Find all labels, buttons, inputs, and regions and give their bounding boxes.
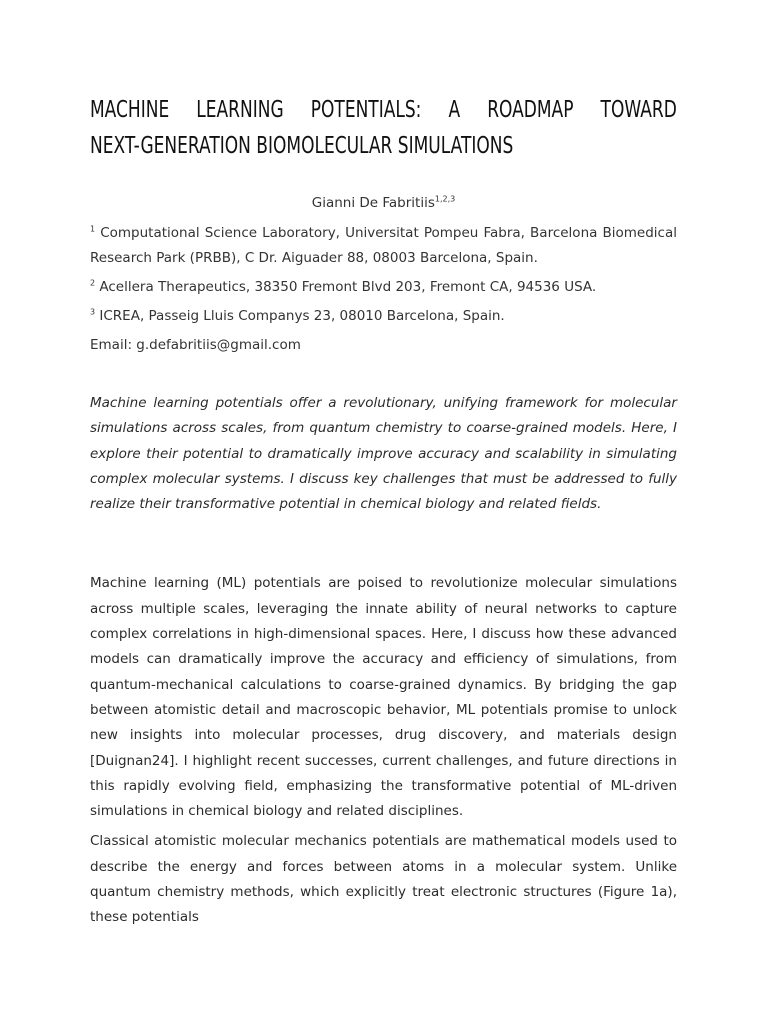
email-line: Email: g.defabritiis@gmail.com (90, 337, 301, 353)
affiliation-mark: 2 (90, 278, 96, 288)
affiliations (90, 221, 677, 358)
title-line-2: NEXT-GENERATION BIOMOLECULAR SIMULATIONS (90, 133, 514, 159)
abstract: Machine learning potentials offer a revolutionary, unifying framework for molecular simulations across scales, from quantum chemistry to coarse-grained models. Here, I explore their potential to dramatically improve accuracy and scalability in simulating complex molecular systems. I discuss key challenges that must be addressed to fully realize their transformative potential in chemical biology and related fields. (90, 395, 677, 513)
affiliation-text: Acellera Therapeutics, 38350 Fremont Blvd 203, Fremont CA, 94536 USA. (95, 279, 597, 295)
affiliation-mark: 3 (90, 307, 96, 317)
paper-page (90, 92, 677, 936)
body-text (90, 571, 677, 930)
affiliation-text: ICREA, Passeig Lluis Companys 23, 08010 Barcelona, Spain. (95, 308, 505, 324)
author-line (90, 194, 677, 212)
paragraph-2: Classical atomistic molecular mechanics potentials are mathematical models used to describe the energy and forces between atoms in a molecular system. Unlike quantum chemistry methods, which explicitly treat electronic structures (Figure 1a), these potentials (90, 833, 677, 926)
affiliation-mark: 1 (90, 224, 96, 234)
paragraph-1: Machine learning (ML) potentials are poised to revolutionize molecular simulations across multiple scales, leveraging the innate ability of neural networks to capture complex correlations in high-dimensional spaces. Here, I discuss how these advanced models can dramatically improve the accuracy and efficiency of simulations, from quantum-mechanical calculations to coarse-grained dynamics. By bridging the gap between atomistic detail and macroscopic behavior, ML potentials promise to unlock new insights into molecular processes, drug discovery, and materials design [Duignan24]. I highlight recent successes, current challenges, and future directions in this rapidly evolving field, emphasizing the transformative potential of ML-driven simulations in chemical biology and related disciplines. (90, 575, 677, 820)
affiliation-text: Computational Science Laboratory, Universitat Pompeu Fabra, Barcelona Biomedical Research Park (PRBB), C Dr. Aiguader 88, 08003 Barcelona, Spain. (90, 225, 677, 266)
author-affiliation-marks: 1,2,3 (434, 194, 456, 204)
affiliation-1 (90, 221, 677, 271)
title-line-1: MACHINE LEARNING POTENTIALS: A ROADMAP TOWARD (90, 97, 677, 123)
author-name: Gianni De Fabritiis (311, 195, 435, 211)
affiliation-3 (90, 304, 677, 329)
affiliation-2 (90, 275, 677, 300)
paper-title (90, 92, 677, 164)
